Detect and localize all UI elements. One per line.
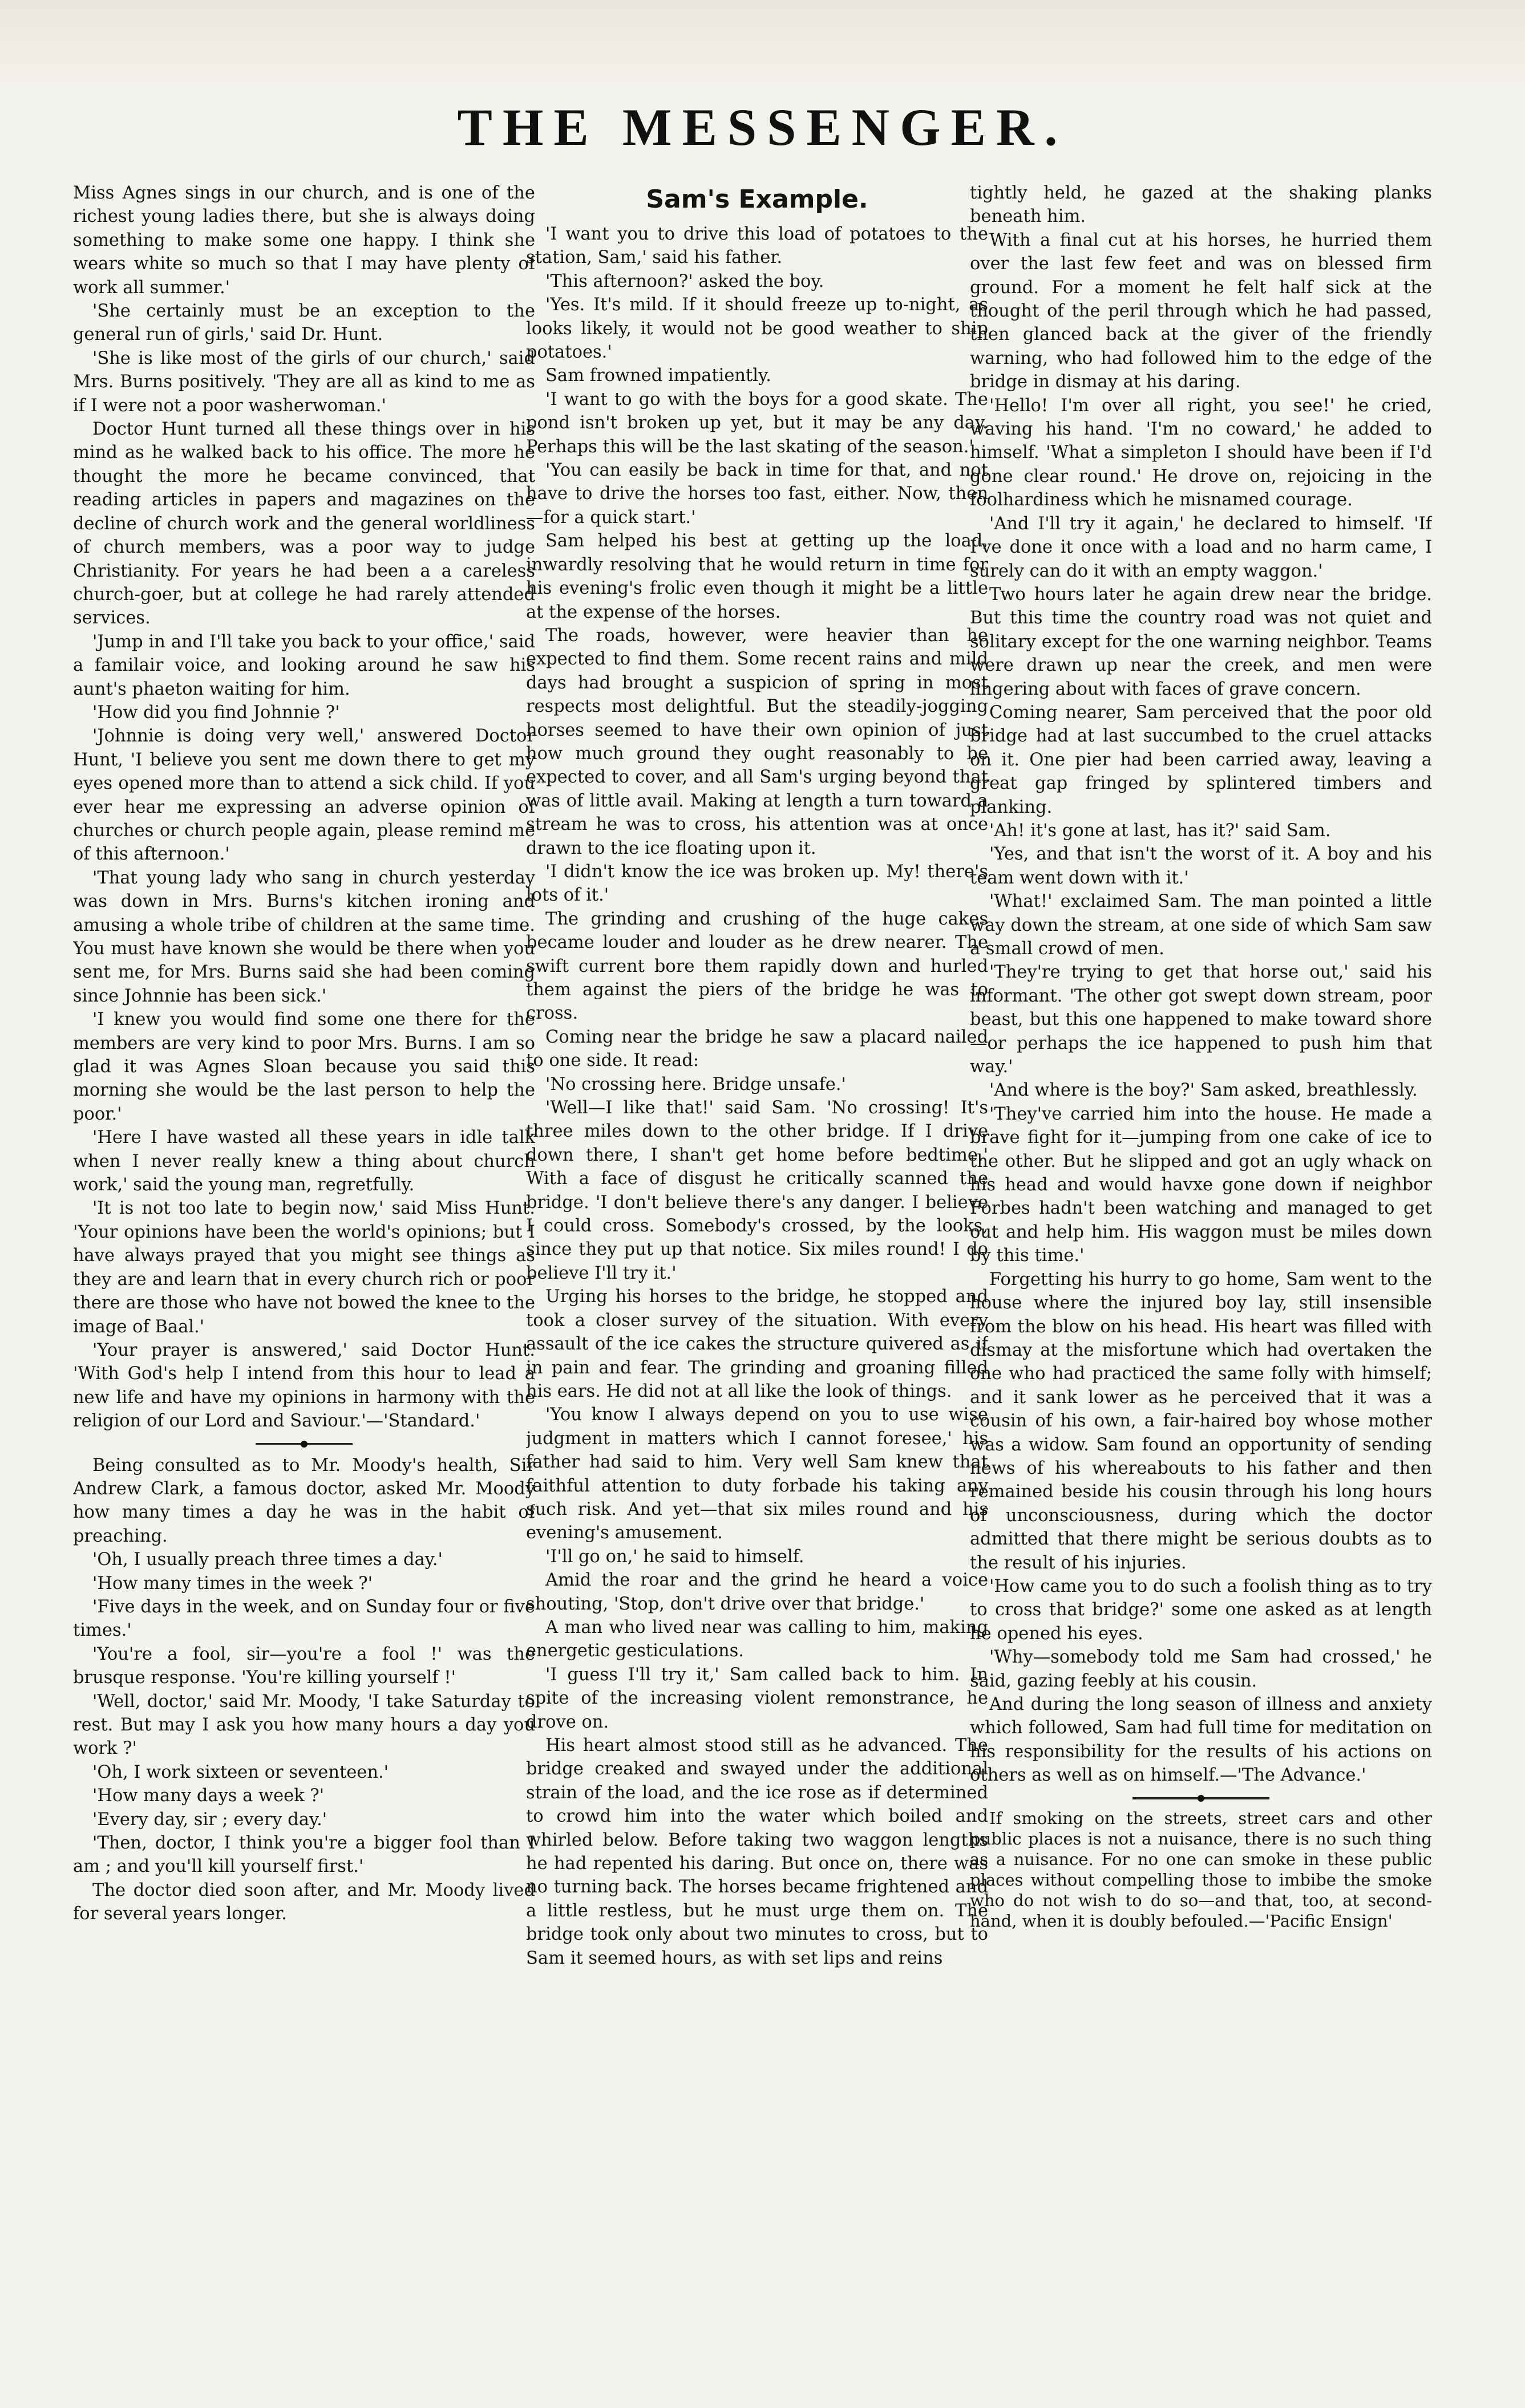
paragraph: 'I want to go with the boys for a good skate. The pond isn't broken up yet, but it may be any day. Perhaps this will be the last skating of the season.' bbox=[526, 389, 988, 457]
paragraph: 'Your prayer is answered,' said Doctor Hunt. 'With God's help I intend from this hour to lead a new life and have my opinions in harmony with the religion of our Lord and Saviour.'—'Standard.' bbox=[73, 1340, 535, 1432]
paragraph: 'They're trying to get that horse out,' said his informant. 'The other got swept down stream, poor beast, but this one happened to make toward shore—or perhaps the ice happened to push him that way.' bbox=[970, 962, 1432, 1077]
column-3 bbox=[970, 181, 1432, 2394]
separator-rule bbox=[970, 1787, 1432, 1808]
paragraph: 'How many days a week ?' bbox=[92, 1786, 325, 1806]
paragraph: 'That young lady who sang in church yesterday was down in Mrs. Burns's kitchen ironing and amusing a whole tribe of children at the same time. You must have known she would be there when you sent me, for Mrs. Burns said she had been coming since Johnnie has been sick.' bbox=[73, 867, 535, 1006]
article-church-continued bbox=[73, 181, 535, 1433]
paragraph: 'You know I always depend on you to use wise judgment in matters which I cannot foresee,' his father had said to him. Very well Sam knew that faithful attention to duty forbade his taking any such risk. And yet—that six miles round and his evening's amusement. bbox=[526, 1405, 988, 1543]
paragraph: 'Every day, sir ; every day.' bbox=[92, 1809, 327, 1830]
paragraph: 'You can easily be back in time for that, and not have to drive the horses too fast, either. Now, then—for a quick start.' bbox=[526, 460, 988, 528]
column-1 bbox=[73, 181, 535, 2394]
paragraph: Miss Agnes sings in our church, and is one of the richest young ladies there, but she is always doing something to make some one happy. I think she wears white so much so that I may have plenty of work all summer.' bbox=[73, 183, 535, 298]
paragraph: Coming nearer, Sam perceived that the poor old bridge had at last succumbed to the cruel attacks on it. One pier had been carried away, leaving a great gap fringed by splintered timbers and planking. bbox=[970, 702, 1432, 817]
paragraph: 'Well—I like that!' said Sam. 'No crossing! It's three miles down to the other bridge. If I drive down there, I shan't get home before bedtime.' With a face of disgust he critically scanned the bridge. 'I don't believe there's any danger. I believe I could cross. Somebody's crossed, by the looks, since they put up that notice. Six miles round! I do believe I'll try it.' bbox=[526, 1098, 988, 1283]
paragraph: And during the long season of illness and anxiety which followed, Sam had full time for meditation on his responsibility for the results of his actions on others as well as on himself.—'The Advance.' bbox=[970, 1694, 1432, 1786]
paragraph: Sam frowned impatiently. bbox=[545, 366, 771, 386]
paragraph: 'What!' exclaimed Sam. The man pointed a little way down the stream, at one side of which Sam saw a small crowd of men. bbox=[970, 891, 1432, 959]
paragraph: Forgetting his hurry to go home, Sam went to the house where the injured boy lay, still insensible from the blow on his head. His heart was filled with dismay at the misfortune which had overtaken the one who had practiced the same folly with himself; and it sank lower as he perceived that it was a cousin of his own, a fair-haired boy whose mother was a widow. Sam found an opportunity of sending news of his whereabouts to his father and then remained beside his cousin through his long hours of unconsciousness, during which the doctor admitted that there might be serious doubts as to the result of his injuries. bbox=[970, 1269, 1432, 1573]
paragraph: His heart almost stood still as he advanced. The bridge creaked and swayed under the additional strain of the load, and the ice rose as if determined to crowd him into the water which boiled and whirled below. Before taking two waggon lengths he had repented his daring. But once on, there was no turning back. The horses became frightened and a little restless, but he must urge them on. The bridge took only about two minutes to cross, but to Sam it seemed hours, as with set lips and reins bbox=[526, 1736, 988, 1968]
paragraph: 'It is not too late to begin now,' said Miss Hunt. 'Your opinions have been the world's opinions; but I have always prayed that you might see things as they are and learn that in every church rich or poor there are those who have not bowed the knee to the image of Baal.' bbox=[73, 1198, 535, 1337]
paragraph: 'Five days in the week, and on Sunday four or five times.' bbox=[73, 1596, 535, 1641]
paragraph: 'How did you find Johnnie ?' bbox=[92, 702, 340, 723]
paragraph: 'And where is the boy?' Sam asked, breathlessly. bbox=[989, 1080, 1418, 1101]
paragraph: 'I guess I'll try it,' Sam called back to him. In spite of the increasing violent remonstrance, he drove on. bbox=[526, 1664, 988, 1732]
paragraph: 'Why—somebody told me Sam had crossed,' he said, gazing feebly at his cousin. bbox=[970, 1647, 1432, 1691]
paragraph: 'Hello! I'm over all right, you see!' he cried, waving his hand. 'I'm no coward,' he added to himself. 'What a simpleton I should have been if I'd gone clear round.' He drove on, rejoicing in the foolhardiness which he misnamed courage. bbox=[970, 395, 1432, 510]
paragraph: 'And I'll try it again,' he declared to himself. 'If I've done it once with a load and no harm came, I surely can do it with an empty waggon.' bbox=[970, 513, 1432, 581]
masthead: THE MESSENGER. bbox=[457, 98, 1068, 156]
paragraph: Coming near the bridge he saw a placard nailed to one side. It read: bbox=[526, 1027, 988, 1071]
paragraph: 'No crossing here. Bridge unsafe.' bbox=[545, 1074, 846, 1094]
paragraph: 'Johnnie is doing very well,' answered Doctor Hunt, 'I believe you sent me down there to get my eyes opened more than to attend a sick child. If you ever hear me expressing an adverse opinion of churches or church people again, please remind me of this afternoon.' bbox=[73, 726, 535, 865]
paragraph: 'Oh, I work sixteen or seventeen.' bbox=[92, 1762, 389, 1782]
paragraph: 'I want you to drive this load of potatoes to the station, Sam,' said his father. bbox=[526, 224, 988, 268]
paragraph: The roads, however, were heavier than he expected to find them. Some recent rains and mild days had brought a suspicion of spring in most respects most delightful. But the steadily-jogging horses seemed to have their own opinion of just how much ground they ought reasonably to be expected to cover, and all Sam's urging beyond that was of little avail. Making at length a turn toward a stream he was to cross, his attention was at once drawn to the ice floating upon it. bbox=[526, 625, 988, 858]
paragraph: With a final cut at his horses, he hurried them over the last few feet and was on blessed firm ground. For a moment he felt half sick at the thought of the peril through which he had passed, then glanced back at the giver of the friendly warning, who had followed him to the edge of the bridge in dismay at his daring. bbox=[970, 230, 1432, 392]
paragraph: Being consulted as to Mr. Moody's health, Sir Andrew Clark, a famous doctor, asked Mr. Moody how many times a day he was in the habit of preaching. bbox=[73, 1455, 535, 1546]
paragraph: 'Yes. It's mild. If it should freeze up to-night, as looks likely, it would not be good weather to ship potatoes.' bbox=[526, 295, 988, 363]
article-sams-example-continued bbox=[970, 181, 1432, 1787]
paragraph: 'How many times in the week ?' bbox=[92, 1573, 373, 1594]
paragraph: 'Jump in and I'll take you back to your office,' said a familair voice, and looking around he saw his aunt's phaeton waiting for him. bbox=[73, 631, 535, 699]
paragraph: 'Yes, and that isn't the worst of it. A boy and his team went down with it.' bbox=[970, 844, 1432, 888]
paragraph: 'How came you to do such a foolish thing as to try to cross that bridge?' some one asked as at length he opened his eyes. bbox=[970, 1576, 1432, 1644]
paragraph: Two hours later he again drew near the bridge. But this time the country road was not quiet and solitary except for the one warning neighbor. Teams were drawn up near the creek, and men were lingering about with faces of grave concern. bbox=[970, 584, 1432, 699]
paragraph: A man who lived near was calling to him, making energetic gesticulations. bbox=[526, 1617, 988, 1661]
paragraph: 'Well, doctor,' said Mr. Moody, 'I take Saturday to rest. But may I ask you how many hours a day you work ?' bbox=[73, 1691, 535, 1759]
paragraph: Doctor Hunt turned all these things over in his mind as he walked back to his office. The more he thought the more he became convinced, that reading articles in papers and magazines on the decline of church work and the general worldliness of church members, was a poor way to judge Christianity. For years he had been a a careless church-goer, but at college he had rarely attended services. bbox=[73, 419, 535, 629]
paragraph: 'Then, doctor, I think you're a bigger fool than I am ; and you'll kill yourself first.' bbox=[73, 1833, 535, 1877]
paragraph: tightly held, he gazed at the shaking planks beneath him. bbox=[970, 183, 1432, 227]
paragraph: Urging his horses to the bridge, he stopped and took a closer survey of the situation. With every assault of the ice cakes the structure quivered as if in pain and fear. The grinding and groaning filled his ears. He did not at all like the look of things. bbox=[526, 1287, 988, 1401]
article-sams-example bbox=[526, 222, 988, 1970]
page-top-shade bbox=[0, 0, 1525, 91]
article-moody bbox=[73, 1454, 535, 1926]
article-title: Sam's Example. bbox=[646, 185, 868, 214]
paragraph: 'Ah! it's gone at last, has it?' said Sam. bbox=[989, 820, 1331, 841]
paragraph: If smoking on the streets, street cars and other public places is not a nuisance, there is no such thing as a nuisance. For no one can smoke in these public places without compelling those to imbibe the smoke who do not wish to do so—and that, too, at second-hand, when it is doubly befouled.—'Pacific Ensign' bbox=[970, 1808, 1432, 1931]
article-smoking bbox=[970, 1808, 1432, 1931]
paragraph: The doctor died soon after, and Mr. Moody lived for several years longer. bbox=[73, 1880, 535, 1924]
separator-rule bbox=[73, 1433, 535, 1454]
paragraph: The grinding and crushing of the huge cakes became louder and louder as he drew nearer. The swift current bore them rapidly down and hurled them against the piers of the bridge he was to cross. bbox=[526, 909, 988, 1024]
paragraph: 'I knew you would find some one there for the members are very kind to poor Mrs. Burns. I am so glad it was Agnes Sloan because you said this morning she would be the last person to help the poor.' bbox=[73, 1010, 535, 1124]
paragraph: 'Oh, I usually preach three times a day.' bbox=[92, 1550, 443, 1570]
paragraph: 'I'll go on,' he said to himself. bbox=[545, 1546, 804, 1567]
paragraph: 'Here I have wasted all these years in idle talk when I never really knew a thing about church work,' said the young man, regretfully. bbox=[73, 1128, 535, 1195]
paragraph: Amid the roar and the grind he heard a voice shouting, 'Stop, don't drive over that bridge.' bbox=[526, 1570, 988, 1614]
column-2 bbox=[526, 181, 988, 2394]
paragraph: 'This afternoon?' asked the boy. bbox=[545, 271, 824, 291]
paragraph: 'I didn't know the ice was broken up. My! there's lots of it.' bbox=[526, 861, 988, 906]
paragraph: 'She is like most of the girls of our church,' said Mrs. Burns positively. 'They are all as kind to me as if I were not a poor washerwoman.' bbox=[73, 348, 535, 416]
paragraph: 'You're a fool, sir—you're a fool !' was the brusque response. 'You're killing yourself !' bbox=[73, 1644, 535, 1688]
paragraph: Sam helped his best at getting up the load, inwardly resolving that he would return in time for his evening's frolic even though it might be a little at the expense of the horses. bbox=[526, 531, 988, 622]
paragraph: 'She certainly must be an exception to the general run of girls,' said Dr. Hunt. bbox=[73, 301, 535, 345]
paragraph: 'They've carried him into the house. He made a brave fight for it—jumping from one cake of ice to the other. But he slipped and got an ugly whack on his head and would havxe gone down if neighbor Forbes hadn't been watching and managed to get out and help him. His waggon must be miles down by this time.' bbox=[970, 1104, 1432, 1266]
